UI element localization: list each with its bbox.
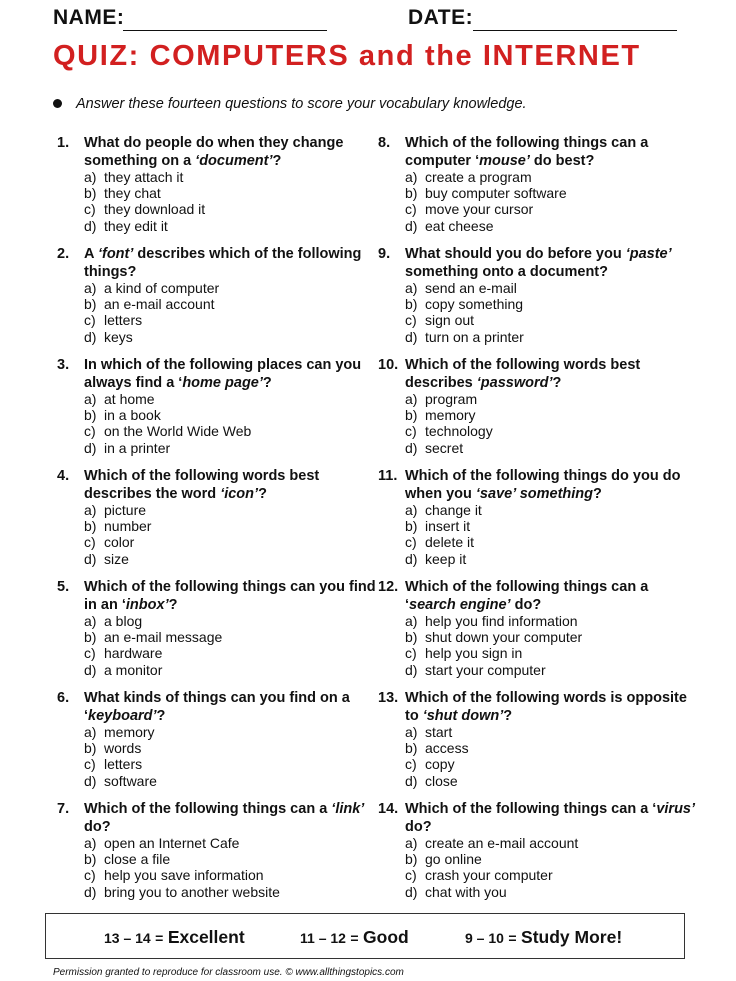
option-letter: b) [84,629,97,646]
answer-option [405,629,582,645]
option-letter: d) [405,883,418,900]
answer-option [84,740,157,756]
option-letter: a) [405,391,418,407]
question-number: 1. [57,135,70,151]
answer-options [405,502,482,567]
option-text: insert it [425,518,471,535]
question-text-part: ? [156,707,166,724]
option-letter: c) [84,867,96,884]
question-text-part: ? [503,707,513,724]
question-12 [378,579,698,685]
option-text: at home [104,391,155,407]
answer-option [84,391,251,407]
answer-option [405,534,482,550]
answer-options [405,613,582,678]
option-letter: a) [84,169,97,185]
option-text: help you find information [425,613,578,629]
question-text [84,801,379,836]
option-text: they attach it [104,169,184,185]
answer-option [405,884,578,900]
score-box [45,913,685,959]
option-text: a kind of computer [104,280,220,296]
option-text: size [104,550,129,567]
option-letter: d) [84,439,97,456]
option-text: memory [104,724,155,740]
answer-options [84,613,222,678]
option-letter: a) [84,613,97,629]
option-text: turn on a printer [425,328,524,345]
question-text-part: What kinds of things can you find on a ‘ [84,690,350,724]
question-text [405,468,700,503]
question-text [84,690,379,725]
question-number: 12. [378,579,399,595]
answer-options [84,169,205,234]
question-text-part: ? [552,374,562,391]
option-text: send an e-mail [425,280,517,296]
score-excellent [104,927,245,948]
answer-options [405,169,567,234]
answer-options [84,502,151,567]
option-letter: b) [405,629,418,646]
option-letter: a) [405,502,418,518]
question-text-part: Which of the following words is opposite to [405,690,687,724]
question-text-part: do? [84,818,111,835]
answer-option [84,645,222,661]
date-label: DATE: [408,6,474,29]
answer-option [84,867,280,883]
answer-option [84,724,157,740]
question-number: 2. [57,246,70,262]
answer-option [405,662,582,678]
option-text: on the World Wide Web [104,423,252,440]
question-number: 4. [57,468,70,484]
question-term: virus’ [656,801,696,817]
score-equals: = [350,930,359,946]
answer-option [405,773,469,789]
option-text: change it [425,502,482,518]
answer-option [84,201,205,217]
option-text: shut down your computer [425,629,583,646]
answer-option [405,851,578,867]
option-letter: d) [84,550,97,567]
question-text-part: Which of the following things can a [84,801,332,817]
question-text-part: do? [510,596,542,613]
answer-option [405,201,567,217]
question-term: search engine’ [409,596,511,613]
answer-options [84,835,280,900]
answer-option [84,884,280,900]
option-text: hardware [104,645,163,662]
option-letter: b) [405,851,418,868]
answer-option [405,407,493,423]
answer-option [84,440,251,456]
option-letter: c) [84,534,96,551]
option-letter: b) [84,851,97,868]
option-text: close [425,772,458,789]
question-7 [57,801,377,907]
question-5 [57,579,377,685]
option-text: create a program [425,169,532,185]
option-letter: a) [84,280,97,296]
answer-options [405,280,524,345]
question-number: 11. [378,468,398,484]
option-text: a monitor [104,661,163,678]
option-text: create an e-mail account [425,835,579,851]
question-text [84,357,379,392]
option-text: keys [104,328,133,345]
option-letter: d) [405,328,418,345]
score-range: 13 – 14 [104,930,151,946]
option-text: sign out [425,312,475,329]
answer-option [405,280,524,296]
question-number: 3. [57,357,70,373]
option-letter: b) [405,185,418,202]
option-letter: d) [405,439,418,456]
answer-option [84,296,219,312]
question-text [84,246,379,281]
option-letter: c) [84,756,96,773]
question-10 [378,357,698,463]
answer-option [84,218,205,234]
option-text: memory [425,407,476,424]
answer-option [84,756,157,772]
option-text: crash your computer [425,867,553,884]
option-text: access [425,740,469,757]
date-field[interactable] [473,30,677,31]
score-label: Good [363,927,409,947]
option-text: a blog [104,613,143,629]
option-letter: c) [84,645,96,662]
option-letter: d) [84,661,97,678]
option-letter: d) [405,550,418,567]
answer-option [405,169,567,185]
option-letter: c) [84,201,96,218]
question-14 [378,801,698,907]
question-term: home page’ [182,374,263,391]
option-letter: d) [84,772,97,789]
answer-option [405,185,567,201]
option-letter: c) [84,312,96,329]
question-term: inbox’ [125,596,169,613]
question-term: ‘save’ something [475,485,594,502]
option-text: secret [425,439,464,456]
answer-option [405,518,482,534]
answer-option [84,312,219,328]
question-2 [57,246,377,352]
option-letter: b) [405,296,418,313]
answer-option [405,312,524,328]
answer-option [405,645,582,661]
option-text: words [104,740,142,757]
option-text: picture [104,502,147,518]
question-text [405,357,700,392]
option-letter: a) [405,835,418,851]
option-text: eat cheese [425,217,494,234]
question-text-part: Which of the following words best describes the word [84,468,320,502]
bullet-icon [53,99,62,108]
answer-option [405,329,524,345]
option-letter: d) [84,328,97,345]
question-text [405,246,700,281]
option-text: move your cursor [425,201,534,218]
question-number: 14. [378,801,399,817]
answer-option [405,867,578,883]
option-letter: d) [405,661,418,678]
option-text: an e-mail message [104,629,223,646]
question-text-part: Which of the following things can a ‘ [405,579,649,613]
option-text: they download it [104,201,206,218]
score-equals: = [155,930,164,946]
question-number: 13. [378,690,399,706]
option-text: help you save information [104,867,264,884]
question-number: 8. [378,135,391,151]
score-study-more [465,927,622,948]
option-text: in a book [104,407,161,424]
question-number: 7. [57,801,70,817]
answer-option [84,329,219,345]
option-letter: a) [84,835,97,851]
question-term: ‘icon’ [220,485,259,502]
score-range: 9 – 10 [465,930,504,946]
question-text-part: Which of the following things can a ‘ [405,801,657,817]
question-text-part: ? [593,485,602,502]
option-letter: c) [405,312,417,329]
instruction-text: Answer these fourteen questions to score your vocabulary knowledge. [76,96,527,112]
option-text: close a file [104,851,171,868]
score-label: Excellent [167,927,245,947]
option-text: keep it [425,550,467,567]
score-good [300,927,409,948]
option-letter: a) [405,613,418,629]
answer-options [405,835,578,900]
question-text-part: What should you do before you [405,246,626,262]
question-text-part: What do people do when they change something on a [84,135,344,169]
option-letter: b) [84,185,97,202]
question-text-part: ? [258,485,267,502]
question-text [84,468,379,503]
question-6 [57,690,377,796]
question-text-part: In which of the following places can you always find a ‘ [84,357,362,391]
answer-option [405,613,582,629]
answer-option [405,218,567,234]
question-term: ‘password’ [476,374,553,391]
question-term: mouse’ [479,152,530,169]
answer-options [405,391,493,456]
question-text-part: something onto a document? [405,263,608,280]
answer-option [84,551,151,567]
question-term: ‘link’ [331,801,365,817]
option-letter: b) [84,518,97,535]
answer-option [405,423,493,439]
question-13 [378,690,698,796]
option-text: help you sign in [425,645,523,662]
option-letter: a) [84,502,97,518]
option-letter: b) [84,296,97,313]
option-text: an e-mail account [104,296,215,313]
option-letter: c) [405,201,417,218]
name-label: NAME: [53,6,125,29]
answer-option [84,835,280,851]
answer-options [84,391,251,456]
option-letter: b) [405,407,418,424]
question-number: 5. [57,579,70,595]
option-letter: b) [405,518,418,535]
option-text: chat with you [425,883,507,900]
answer-option [84,423,251,439]
option-letter: c) [405,756,417,773]
question-9 [378,246,698,352]
option-text: start your computer [425,661,546,678]
question-term: ‘shut down’ [422,707,504,724]
option-letter: b) [405,740,418,757]
question-3 [57,357,377,463]
option-text: start [425,724,453,740]
answer-option [84,613,222,629]
option-text: they chat [104,185,161,202]
question-text [405,579,700,614]
instruction [53,96,693,116]
question-text-part: ? [272,152,282,169]
option-text: copy something [425,296,524,313]
option-letter: a) [405,724,418,740]
answer-option [405,391,493,407]
score-equals: = [508,930,517,946]
option-letter: b) [84,740,97,757]
question-text-part: Which of the following things can a computer ‘ [405,135,649,169]
option-letter: a) [405,280,418,296]
option-text: copy [425,756,455,773]
option-letter: a) [405,169,418,185]
question-text-part: do best? [529,152,595,169]
answer-option [405,551,482,567]
option-text: color [104,534,135,551]
header [53,6,693,36]
score-label: Study More! [521,927,623,947]
answer-option [84,502,151,518]
question-text [405,690,700,725]
option-letter: c) [405,423,417,440]
question-text-part: Which of the following words best describes [405,357,641,391]
answer-option [84,534,151,550]
question-text-part: Which of the following things can you find in an ‘ [84,579,376,613]
option-letter: c) [405,645,417,662]
answer-option [84,169,205,185]
question-8 [378,135,698,241]
option-letter: d) [405,772,418,789]
option-letter: d) [84,217,97,234]
option-text: open an Internet Cafe [104,835,240,851]
question-number: 10. [378,357,399,373]
option-text: they edit it [104,217,168,234]
answer-option [84,851,280,867]
answer-option [405,756,469,772]
answer-option [84,185,205,201]
option-text: number [104,518,152,535]
question-text [84,135,379,170]
option-text: letters [104,756,143,773]
option-letter: c) [84,423,96,440]
question-text [84,579,379,614]
option-letter: d) [84,883,97,900]
question-number: 6. [57,690,70,706]
answer-option [84,407,251,423]
question-text-part: ? [168,596,178,613]
answer-option [405,440,493,456]
question-term: ‘paste’ [625,246,672,262]
option-text: delete it [425,534,475,551]
option-text: software [104,772,157,789]
answer-options [84,724,157,789]
question-text-part: Which of the following things do you do when you [405,468,681,502]
option-letter: d) [405,217,418,234]
answer-option [405,296,524,312]
question-number: 9. [378,246,391,262]
answer-option [405,835,578,851]
question-11 [378,468,698,574]
option-letter: c) [405,534,417,551]
option-text: in a printer [104,439,171,456]
answer-option [84,662,222,678]
question-text [405,135,700,170]
answer-option [405,740,469,756]
question-text [405,801,700,836]
question-term: keyboard’ [88,707,157,724]
answer-options [84,280,219,345]
option-letter: c) [405,867,417,884]
answer-option [84,773,157,789]
answer-options [405,724,469,789]
option-letter: b) [84,407,97,424]
question-text-part: A [84,246,98,262]
answer-option [405,724,469,740]
option-text: go online [425,851,482,868]
question-term: ‘document’ [195,152,273,169]
question-term: ‘font’ [97,246,134,262]
option-letter: a) [84,391,97,407]
option-text: program [425,391,478,407]
page-title: QUIZ: COMPUTERS and the INTERNET [53,40,641,72]
score-range: 11 – 12 [300,930,346,946]
answer-option [84,280,219,296]
question-text-part: ? [262,374,272,391]
footer-permission: Permission granted to reproduce for classroom use. © www.allthingstopics.com [53,967,404,978]
question-4 [57,468,377,574]
option-text: letters [104,312,143,329]
answer-option [84,629,222,645]
question-1 [57,135,377,241]
name-field[interactable] [123,30,327,31]
answer-option [405,502,482,518]
question-text-part: describes which of the following things? [84,246,362,280]
option-text: technology [425,423,493,440]
question-text-part: do? [405,818,432,835]
option-letter: a) [84,724,97,740]
answer-option [84,518,151,534]
option-text: bring you to another website [104,883,280,900]
option-text: buy computer software [425,185,567,202]
